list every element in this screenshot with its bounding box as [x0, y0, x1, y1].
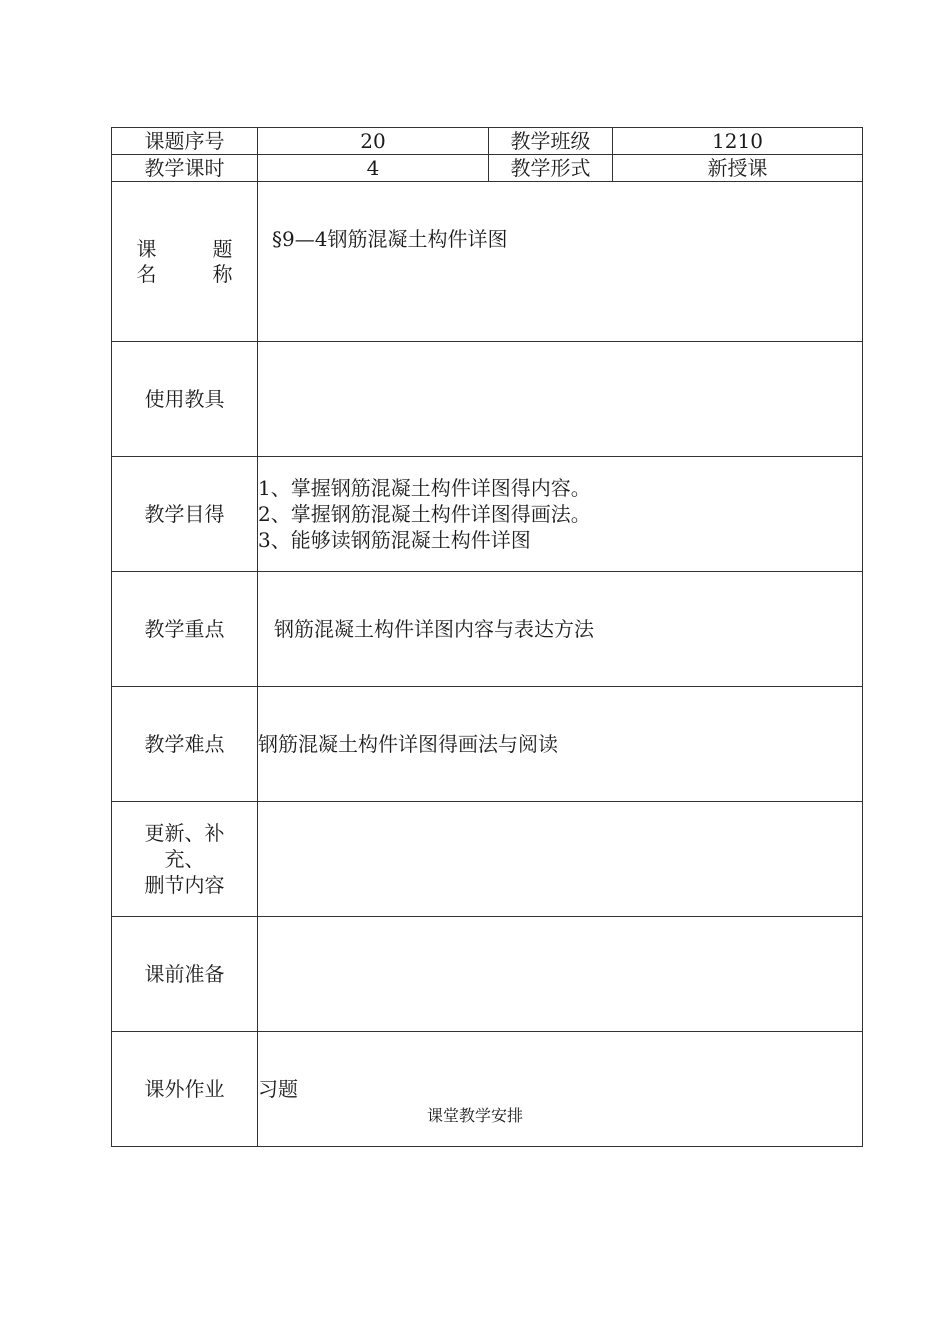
goal-item: 1、掌握钢筋混凝土构件详图得内容。	[258, 476, 591, 500]
updates-label-line: 更新、补	[144, 821, 225, 845]
topic-value: §9—4钢筋混凝土构件详图	[258, 182, 863, 342]
serial-label: 课题序号	[112, 128, 258, 155]
header-row-1	[112, 128, 863, 155]
topic-label-char: 称	[212, 261, 233, 286]
updates-label-line: 充、	[164, 847, 205, 871]
form-label: 教学形式	[489, 155, 613, 182]
updates-label	[112, 802, 258, 917]
footer-caption: 课堂教学安排	[426, 1106, 523, 1125]
homework-label: 课外作业	[112, 1032, 258, 1147]
preparation-label: 课前准备	[112, 917, 258, 1032]
lesson-plan-table	[111, 127, 863, 1147]
hours-value: 4	[258, 155, 489, 182]
serial-value: 20	[258, 128, 489, 155]
topic-label-char: 课	[136, 236, 157, 261]
class-value: 1210	[613, 128, 863, 155]
updates-label-line: 删节内容	[144, 873, 225, 897]
key-points-label: 教学重点	[112, 572, 258, 687]
tools-row	[112, 342, 863, 457]
goal-item: 2、掌握钢筋混凝土构件详图得画法。	[258, 502, 591, 526]
key-points-row	[112, 572, 863, 687]
topic-label-char: 题	[212, 236, 233, 261]
preparation-value	[258, 917, 863, 1032]
updates-row	[112, 802, 863, 917]
topic-label-char: 名	[136, 261, 157, 286]
goal-item: 3、能够读钢筋混凝土构件详图	[258, 528, 531, 552]
topic-row	[112, 182, 863, 342]
class-label: 教学班级	[489, 128, 613, 155]
hours-label: 教学课时	[112, 155, 258, 182]
difficulties-label: 教学难点	[112, 687, 258, 802]
updates-value	[258, 802, 863, 917]
form-value: 新授课	[613, 155, 863, 182]
goals-list	[258, 457, 863, 572]
homework-value: 习题	[258, 1032, 863, 1147]
header-row-2	[112, 155, 863, 182]
goals-label: 教学目得	[112, 457, 258, 572]
preparation-row	[112, 917, 863, 1032]
key-points-value: 钢筋混凝土构件详图内容与表达方法	[258, 572, 863, 687]
goals-row	[112, 457, 863, 572]
topic-label	[112, 182, 258, 342]
difficulties-value: 钢筋混凝土构件详图得画法与阅读	[258, 687, 863, 802]
homework-row	[112, 1032, 863, 1147]
tools-label: 使用教具	[112, 342, 258, 457]
difficulties-row	[112, 687, 863, 802]
tools-value	[258, 342, 863, 457]
